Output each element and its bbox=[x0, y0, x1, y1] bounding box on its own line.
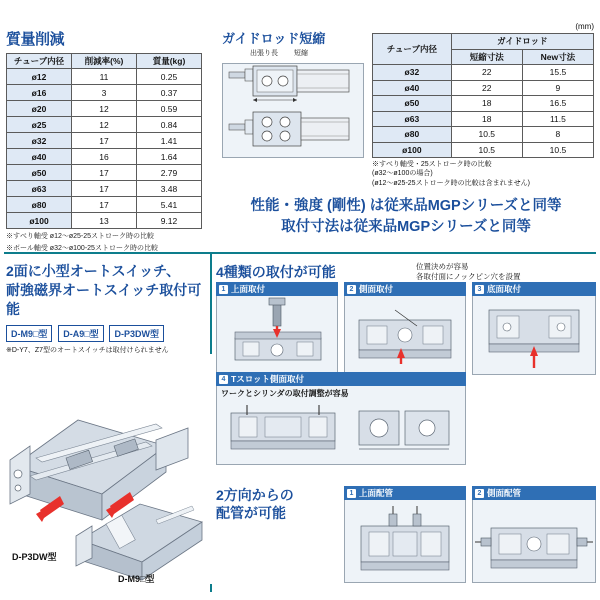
card-header bbox=[472, 282, 596, 296]
guide-rod-dimension-table bbox=[372, 33, 594, 158]
photo-label-m9: D-M9□型 bbox=[118, 574, 155, 584]
mass-reduction-title: 質量削減 bbox=[6, 31, 65, 48]
unit-label: (mm) bbox=[575, 22, 594, 31]
table-row bbox=[7, 117, 202, 133]
table-row bbox=[373, 142, 594, 158]
card-number: 2 bbox=[475, 489, 484, 498]
cell: 10.5 bbox=[522, 142, 593, 158]
guide-rod-illustration bbox=[223, 64, 361, 155]
card-illustration bbox=[344, 500, 466, 583]
cell: ø50 bbox=[373, 96, 452, 112]
card-header bbox=[344, 282, 466, 296]
mass-reduction-table bbox=[6, 53, 202, 229]
table-row bbox=[7, 165, 202, 181]
cell: 16.5 bbox=[522, 96, 593, 112]
cell: 2.79 bbox=[137, 165, 202, 181]
cell: ø50 bbox=[7, 165, 72, 181]
guide-table-note-3: (ø12～ø25-25ストローク時の比較は含まれません) bbox=[372, 179, 530, 187]
card-number: 2 bbox=[347, 285, 356, 294]
table-row bbox=[373, 127, 594, 143]
cell: ø80 bbox=[373, 127, 452, 143]
card-label: 側面取付 bbox=[359, 284, 394, 294]
column-group-header: ガイドロッド bbox=[451, 34, 593, 50]
guide-table-note-1: ※すべり軸受・25ストローク時の比較 bbox=[372, 161, 492, 168]
divider bbox=[4, 252, 596, 254]
cell: ø80 bbox=[7, 197, 72, 213]
badge-model-p3dw: D-P3DW型 bbox=[109, 325, 164, 342]
guide-rod-diagram bbox=[222, 63, 364, 158]
table-row bbox=[373, 96, 594, 112]
table-row bbox=[7, 197, 202, 213]
mounting-subtitle bbox=[416, 262, 520, 282]
tslot-mount-illustration bbox=[217, 399, 465, 459]
pipe-card-top bbox=[344, 486, 466, 583]
badge-model-m9: D-M9□型 bbox=[6, 325, 52, 342]
cell: ø16 bbox=[7, 85, 72, 101]
cell: 1.41 bbox=[137, 133, 202, 149]
cell: 1.64 bbox=[137, 149, 202, 165]
cell: 15.5 bbox=[522, 65, 593, 81]
mass-reduction-section bbox=[6, 28, 206, 254]
cell: 0.59 bbox=[137, 101, 202, 117]
card-illustration bbox=[216, 386, 466, 465]
card-illustration bbox=[472, 296, 596, 375]
cell: 9.12 bbox=[137, 213, 202, 229]
mounting-section bbox=[216, 262, 596, 398]
bottom-mount-illustration bbox=[473, 296, 595, 374]
cell: 11.5 bbox=[522, 111, 593, 127]
column-header: チューブ内径 bbox=[373, 34, 452, 65]
table-row bbox=[373, 80, 594, 96]
card-label: 底面取付 bbox=[487, 284, 522, 294]
cell: 0.37 bbox=[137, 85, 202, 101]
cell: ø63 bbox=[373, 111, 452, 127]
card-label: 側面配管 bbox=[487, 488, 522, 498]
cell: 22 bbox=[451, 65, 522, 81]
card-header bbox=[216, 282, 338, 296]
cell: ø20 bbox=[7, 101, 72, 117]
card-caption: ワークとシリンダの取付調整が容易 bbox=[221, 389, 349, 398]
card-label: Tスロット側面取付 bbox=[231, 374, 305, 384]
table-row bbox=[373, 111, 594, 127]
cell: ø32 bbox=[373, 65, 452, 81]
table-header-row bbox=[7, 54, 202, 69]
side-piping-illustration bbox=[473, 500, 595, 582]
card-number: 4 bbox=[219, 375, 228, 384]
card-header bbox=[472, 486, 596, 500]
cell: 22 bbox=[451, 80, 522, 96]
card-number: 1 bbox=[347, 489, 356, 498]
cell: 0.84 bbox=[137, 117, 202, 133]
card-header bbox=[216, 372, 466, 386]
cell: 3 bbox=[72, 85, 137, 101]
piping-section bbox=[216, 486, 596, 522]
mount-card-bottom bbox=[472, 282, 596, 375]
mass-note-1: ※すべり軸受 ø12～ø25-25ストローク時の比較 bbox=[6, 233, 155, 240]
auto-switch-title-line-1: 2面に小型オートスイッチ、 bbox=[6, 263, 181, 279]
guide-rod-title: ガイドロッド短縮 bbox=[222, 31, 326, 46]
cell: 3.48 bbox=[137, 181, 202, 197]
cell: 9 bbox=[522, 80, 593, 96]
guide-table-note-2: (ø32～ø100の場合) bbox=[372, 170, 433, 178]
cell: 12 bbox=[72, 101, 137, 117]
table-row bbox=[7, 181, 202, 197]
mount-card-tslot bbox=[216, 372, 466, 465]
card-illustration bbox=[216, 296, 338, 375]
cell: 18 bbox=[451, 96, 522, 112]
table-row bbox=[7, 69, 202, 85]
guide-rod-section bbox=[222, 28, 362, 158]
card-label: 上面取付 bbox=[231, 284, 266, 294]
table-row bbox=[7, 133, 202, 149]
cell: ø100 bbox=[7, 213, 72, 229]
photo-label-p3dw: D-P3DW型 bbox=[12, 552, 57, 562]
performance-banner bbox=[216, 196, 596, 238]
cell: 10.5 bbox=[451, 127, 522, 143]
cell: 12 bbox=[72, 117, 137, 133]
mount-card-side bbox=[344, 282, 466, 375]
column-header: 質量(kg) bbox=[137, 54, 202, 69]
piping-title-line-2: 配管が可能 bbox=[216, 505, 286, 522]
pipe-card-side bbox=[472, 486, 596, 583]
cell: ø100 bbox=[373, 142, 452, 158]
auto-switch-section bbox=[6, 262, 206, 584]
column-header: 削減率(%) bbox=[72, 54, 137, 69]
top-piping-illustration bbox=[345, 500, 465, 582]
auto-switch-note: ※D-Y7、Z7型のオートスイッチは取付けられません bbox=[6, 346, 169, 354]
cell: 17 bbox=[72, 181, 137, 197]
guide-label-protrusion: 出張り長 bbox=[250, 50, 278, 57]
cell: 5.41 bbox=[137, 197, 202, 213]
card-illustration bbox=[472, 500, 596, 583]
card-header bbox=[344, 486, 466, 500]
mount-card-top bbox=[216, 282, 338, 375]
cell: 8 bbox=[522, 127, 593, 143]
card-illustration bbox=[344, 296, 466, 375]
performance-line-1: 性能・強度 (剛性) は従来品MGPシリーズと同等 bbox=[250, 198, 562, 214]
guide-label-shorten: 短縮 bbox=[294, 50, 308, 57]
cell: ø25 bbox=[7, 117, 72, 133]
cell: 16 bbox=[72, 149, 137, 165]
table-row bbox=[7, 85, 202, 101]
mounting-subtitle-line-2: 各取付面にノックピン穴を設置 bbox=[416, 271, 521, 281]
auto-switch-title bbox=[6, 262, 206, 319]
cell: 11 bbox=[72, 69, 137, 85]
mounting-subtitle-line-1: 位置決めが容易 bbox=[416, 262, 469, 271]
cell: 17 bbox=[72, 165, 137, 181]
badge-model-a9: D-A9□型 bbox=[58, 325, 103, 342]
cell: 0.25 bbox=[137, 69, 202, 85]
column-header: チューブ内径 bbox=[7, 54, 72, 69]
table-header-row bbox=[373, 34, 594, 50]
table-row bbox=[7, 101, 202, 117]
card-number: 3 bbox=[475, 285, 484, 294]
cell: 17 bbox=[72, 197, 137, 213]
table-row bbox=[7, 213, 202, 229]
cell: 17 bbox=[72, 133, 137, 149]
auto-switch-photo bbox=[6, 354, 212, 584]
card-number: 1 bbox=[219, 285, 228, 294]
cell: ø32 bbox=[7, 133, 72, 149]
table-row bbox=[373, 65, 594, 81]
cell: ø12 bbox=[7, 69, 72, 85]
column-header: 短縮寸法 bbox=[451, 49, 522, 65]
cell: 18 bbox=[451, 111, 522, 127]
column-header: New寸法 bbox=[522, 49, 593, 65]
side-mount-illustration bbox=[345, 296, 465, 374]
guide-rod-table-section bbox=[372, 22, 594, 188]
mounting-title: 4種類の取付が可能 bbox=[216, 264, 336, 280]
mass-note-2: ※ボール軸受 ø32～ø100-25ストローク時の比較 bbox=[6, 245, 158, 253]
cell: 10.5 bbox=[451, 142, 522, 158]
cell: ø40 bbox=[373, 80, 452, 96]
cell: 13 bbox=[72, 213, 137, 229]
piping-title-line-1: 2方向からの bbox=[216, 487, 294, 503]
cell: ø63 bbox=[7, 181, 72, 197]
table-row bbox=[7, 149, 202, 165]
performance-line-2: 取付寸法は従来品MGPシリーズと同等 bbox=[281, 219, 531, 236]
auto-switch-title-line-2: 耐強磁界オートスイッチ取付可能 bbox=[6, 281, 202, 317]
card-label: 上面配管 bbox=[359, 488, 394, 498]
top-mount-illustration bbox=[217, 296, 337, 374]
cell: ø40 bbox=[7, 149, 72, 165]
auto-switch-badges bbox=[6, 325, 206, 342]
